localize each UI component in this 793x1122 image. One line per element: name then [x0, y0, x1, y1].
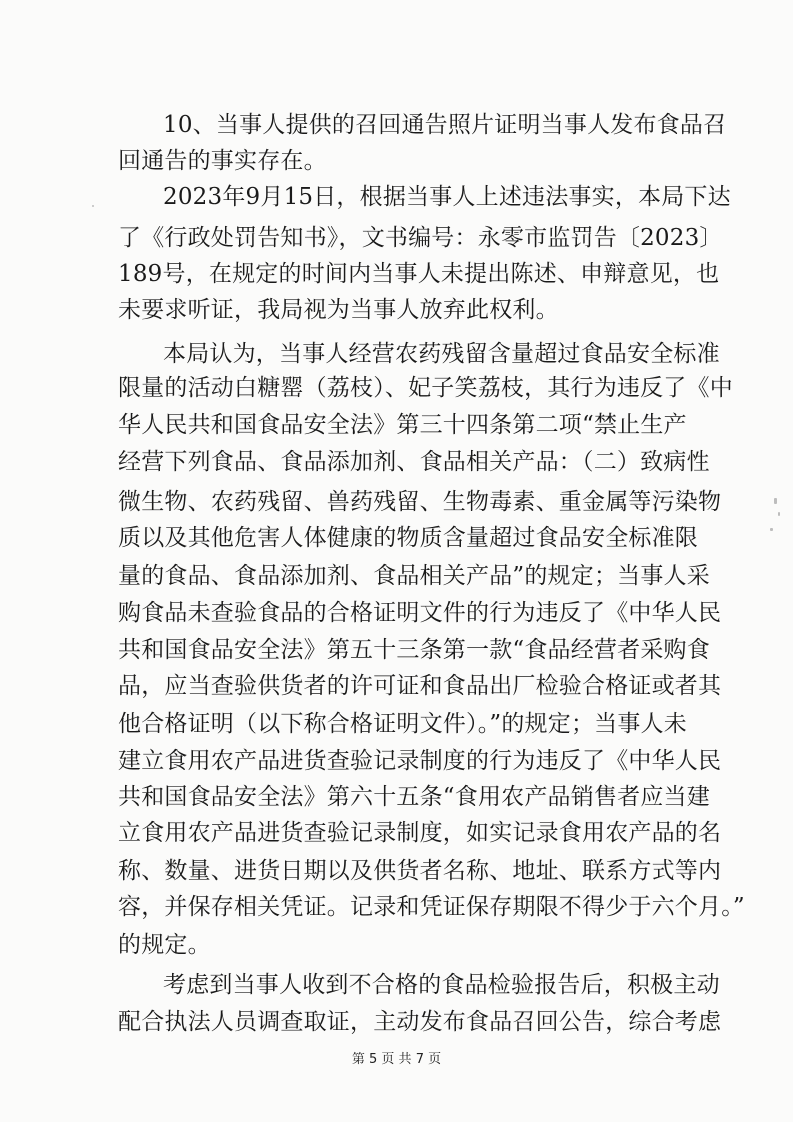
text-line: 考虑到当事人收到不合格的食品检验报告后，积极主动: [163, 972, 720, 998]
text-line: 未要求听证，我局视为当事人放弃此权利。: [118, 297, 559, 323]
text-line: 经营下列食品、食品添加剂、食品相关产品：（二）致病性: [118, 449, 710, 475]
text-line: 立食用农产品进货查验记录制度，如实记录食用农产品的名: [118, 820, 722, 846]
text-line: 微生物、农药残留、兽药残留、生物毒素、重金属等污染物: [118, 489, 722, 515]
text-line: 共和国食品安全法》第六十五条“食用农产品销售者应当建: [118, 784, 710, 810]
page-number-footer: 第 5 页 共 7 页: [351, 1052, 442, 1067]
text-line: 称、数量、进货日期以及供货者名称、地址、联系方式等内: [118, 858, 722, 884]
text-line: 配合执法人员调查取证，主动发布食品召回公告，综合考虑: [118, 1009, 722, 1035]
scan-speck: [770, 528, 773, 531]
text-line: 了《行政处罚告知书》，文书编号：永零市监罚告〔2023〕: [118, 225, 723, 251]
scan-speck: [778, 512, 780, 516]
text-line: 购食品未查验食品的合格证明文件的行为违反了《中华人民: [118, 600, 722, 626]
text-line: 限量的活动白糖罂（荔枝）、妃子笑荔枝，其行为违反了《中: [118, 375, 733, 401]
text-line: 的规定。: [118, 932, 211, 958]
text-line: 回通告的事实存在。: [118, 148, 327, 174]
text-line: 2023年9月15日，根据当事人上述违法事实，本局下达: [163, 184, 731, 210]
text-line: 华人民共和国食品安全法》第三十四条第二项“禁止生产: [118, 412, 687, 438]
text-line: 他合格证明（以下称合格证明文件）。”的规定；当事人未: [118, 711, 687, 737]
text-line: 量的食品、食品添加剂、食品相关产品”的规定；当事人采: [118, 563, 710, 589]
text-line: 质以及其他危害人体健康的物质含量超过食品安全标准限: [118, 525, 698, 551]
text-line: 容，并保存相关凭证。记录和凭证保存期限不得少于六个月。”: [118, 894, 745, 920]
text-line: 品，应当查验供货者的许可证和食品出厂检验合格证或者其: [118, 673, 722, 699]
text-line: 本局认为，当事人经营农药残留含量超过食品安全标准: [163, 341, 720, 367]
text-line: 189号，在规定的时间内当事人未提出陈述、申辩意见，也: [118, 261, 720, 287]
text-line: 共和国食品安全法》第五十三条第一款“食品经营者采购食: [118, 637, 710, 663]
text-line: 建立食用农产品进货查验记录制度的行为违反了《中华人民: [118, 748, 722, 774]
scan-speck: [92, 205, 94, 207]
scan-speck: [774, 498, 777, 504]
text-line: 10、当事人提供的召回通告照片证明当事人发布食品召: [163, 112, 727, 138]
